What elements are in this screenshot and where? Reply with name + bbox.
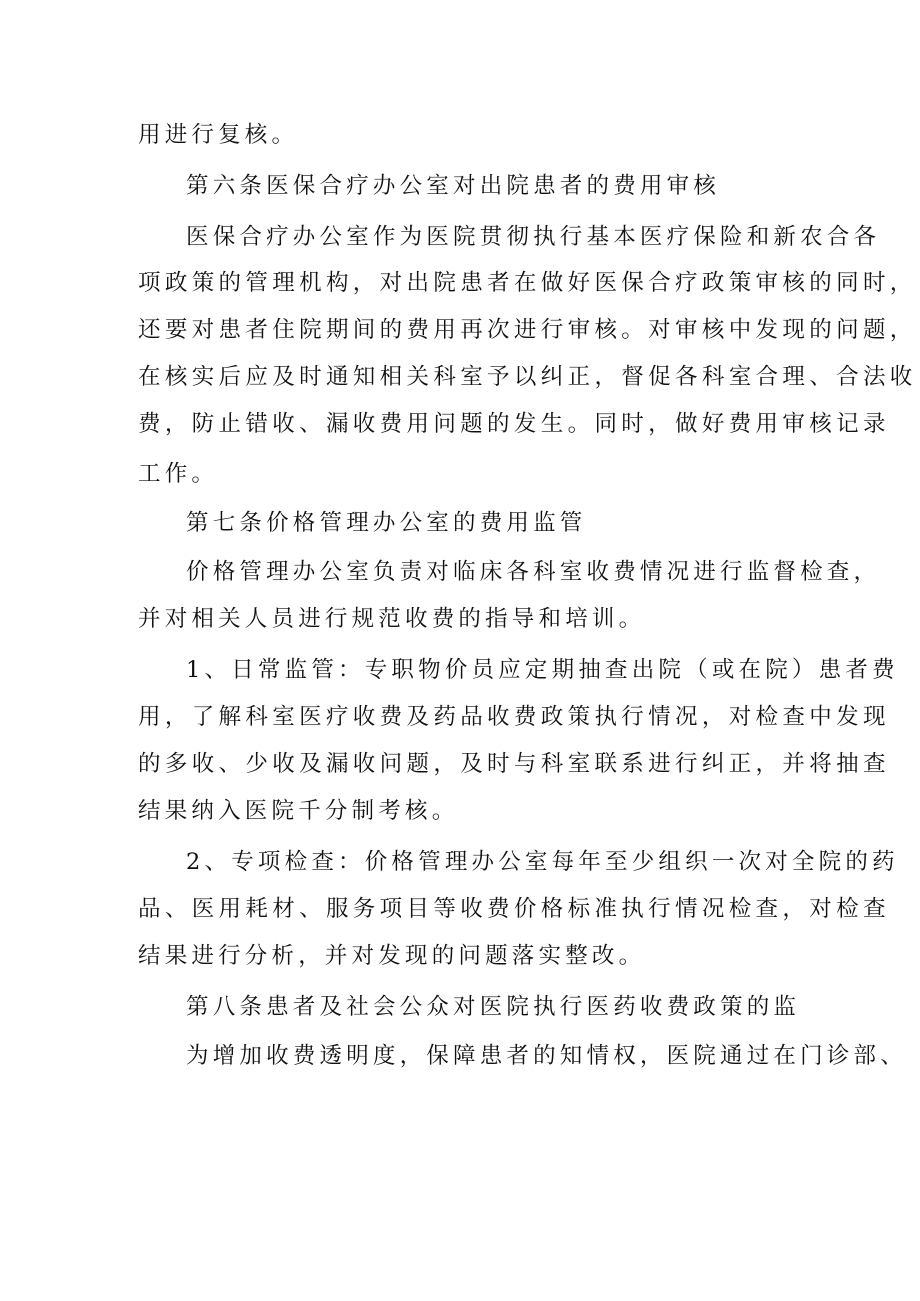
section-heading-article-7: 第七条价格管理办公室的费用监管	[186, 510, 587, 536]
text-line-14: 的多收、少收及漏收问题，及时与科室联系进行纠正，并将抽查	[138, 751, 890, 777]
text-line-1: 用进行复核。	[138, 122, 299, 148]
text-line-11: 并对相关人员进行规范收费的指导和培训。	[138, 606, 646, 632]
text-line-6: 在核实后应及时通知相关科室予以纠正，督促各科室合理、合法收	[138, 364, 917, 390]
text-line-20: 为增加收费透明度，保障患者的知情权，医院通过在门诊部、	[186, 1043, 907, 1069]
text-line-13: 用，了解科室医疗收费及药品收费政策执行情况，对检查中发现	[138, 704, 890, 730]
text-line-17: 品、医用耗材、服务项目等收费价格标准执行情况检查，对检查	[138, 896, 890, 922]
text-line-3: 医保合疗办公室作为医院贯彻执行基本医疗保险和新农合各	[186, 224, 881, 250]
text-line-15: 结果纳入医院千分制考核。	[138, 798, 459, 824]
section-heading-article-6: 第六条医保合疗办公室对出院患者的费用审核	[186, 173, 721, 199]
text-line-4: 项政策的管理机构，对出院患者在做好医保合疗政策审核的同时，	[138, 270, 917, 296]
text-line-12: 1、日常监管：专职物价员应定期抽查出院（或在院）患者费	[186, 657, 899, 683]
section-heading-article-8: 第八条患者及社会公众对医院执行医药收费政策的监	[186, 994, 801, 1020]
text-line-7: 费，防止错收、漏收费用问题的发生。同时，做好费用审核记录	[138, 411, 890, 437]
text-line-10: 价格管理办公室负责对临床各科室收费情况进行监督检查，	[186, 559, 881, 585]
text-line-18: 结果进行分析，并对发现的问题落实整改。	[138, 943, 646, 969]
text-line-16: 2、专项检查：价格管理办公室每年至少组织一次对全院的药	[186, 849, 899, 875]
text-line-8: 工作。	[138, 461, 219, 487]
text-line-5: 还要对患者住院期间的费用再次进行审核。对审核中发现的问题，	[138, 317, 917, 343]
